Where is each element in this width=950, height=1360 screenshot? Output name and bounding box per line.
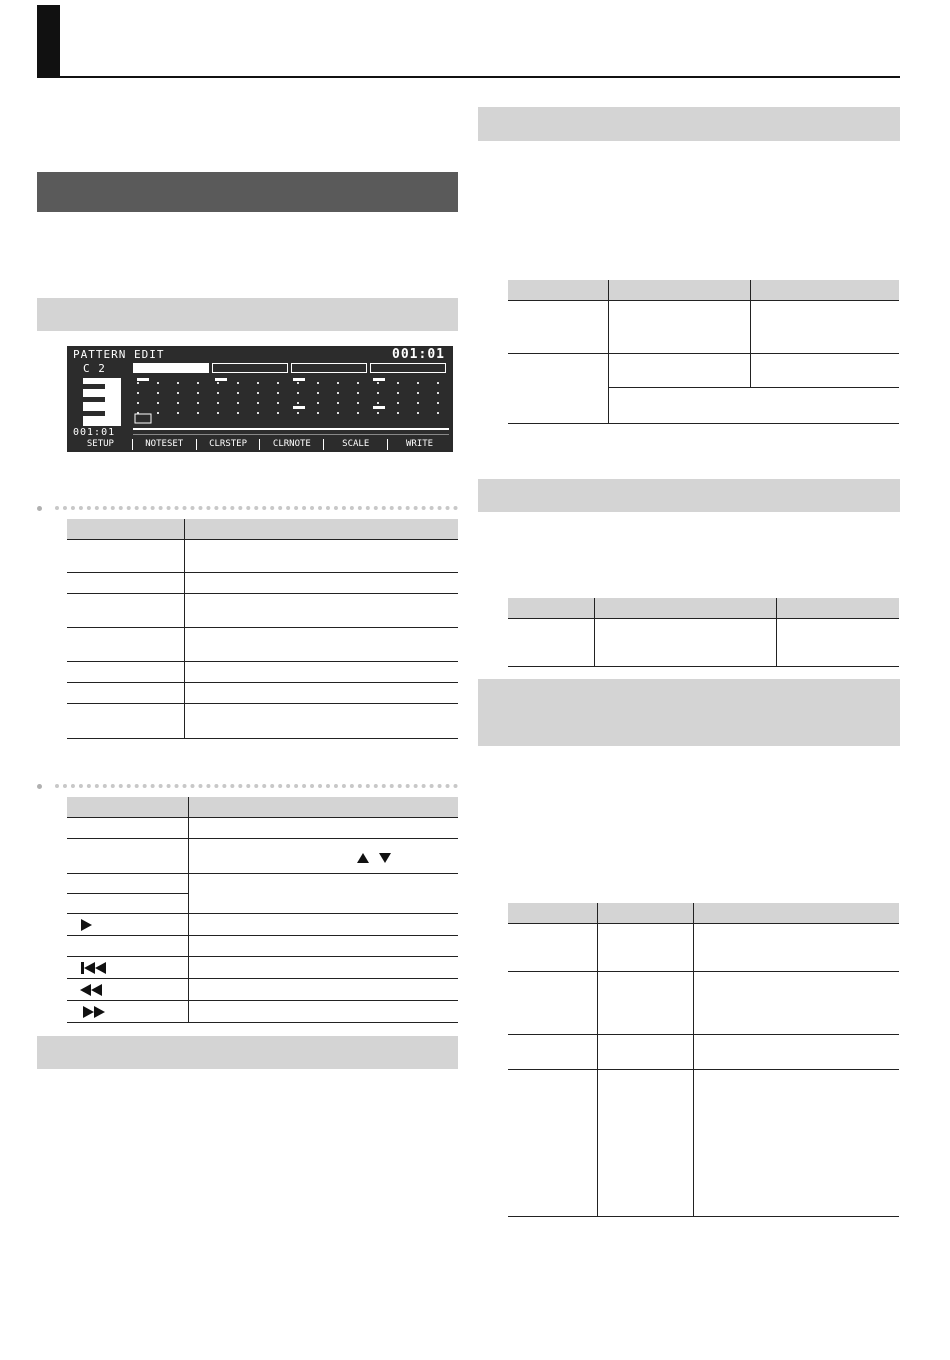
lcd-fkey-scale[interactable]: SCALE — [323, 439, 387, 450]
header-rule — [37, 76, 900, 78]
chapter-tab — [37, 5, 60, 78]
dotted-divider — [55, 506, 458, 510]
subsection-heading-bar — [478, 107, 900, 141]
table-row — [67, 572, 458, 593]
parameter-table-left-1 — [67, 519, 458, 739]
table-row — [508, 598, 899, 618]
lcd-fkey-clrnote[interactable]: CLRNOTE — [259, 439, 323, 450]
table-row — [67, 539, 458, 572]
parameter-table-right-2 — [508, 598, 899, 667]
table-row — [67, 935, 458, 956]
lcd-progress-line — [133, 428, 449, 430]
table-row — [67, 1000, 458, 1022]
table-row — [67, 593, 458, 627]
table-row — [67, 873, 458, 893]
table-row — [67, 838, 458, 873]
lcd-title: PATTERN EDIT — [73, 348, 165, 361]
table-row — [67, 661, 458, 682]
subsection-heading-bar — [37, 298, 458, 331]
lcd-note: C 2 — [83, 362, 106, 375]
table-row — [508, 353, 899, 387]
table-row — [508, 923, 899, 971]
table-row — [67, 627, 458, 661]
table-row — [67, 519, 458, 539]
rewind-icon — [80, 984, 91, 996]
table-row — [67, 913, 458, 935]
triangle-up-icon — [357, 853, 369, 863]
lcd-measure: 001:01 — [73, 427, 116, 438]
table-row — [508, 300, 899, 353]
dotted-divider — [55, 784, 458, 788]
play-icon — [81, 919, 92, 931]
lcd-step-header-2 — [212, 363, 288, 373]
table-row — [508, 903, 899, 923]
table-row — [67, 817, 458, 838]
triangle-down-icon — [379, 853, 391, 863]
operation-table-left-2 — [67, 797, 458, 1023]
table-row — [508, 1034, 899, 1069]
lcd-step-header-1 — [133, 363, 209, 373]
subsection-heading-bar — [37, 1036, 458, 1069]
subsection-heading-bar-tall — [478, 679, 900, 746]
table-row — [508, 280, 899, 300]
lcd-position: 001:01 — [392, 347, 445, 362]
lcd-piano-keys — [83, 378, 121, 426]
table-row — [67, 978, 458, 1000]
parameter-table-right-1 — [508, 280, 899, 424]
lcd-function-keys — [69, 439, 451, 450]
lcd-step-header-4 — [370, 363, 446, 373]
fast-forward-icon — [83, 1006, 94, 1018]
table-row — [67, 682, 458, 703]
lcd-progress-line-2 — [133, 434, 449, 435]
section-heading-bar — [37, 172, 458, 212]
subsection-heading-bar — [478, 479, 900, 512]
table-row — [67, 797, 458, 817]
parameter-table-right-3 — [508, 903, 899, 1217]
lcd-fkey-clrstep[interactable]: CLRSTEP — [196, 439, 260, 450]
lcd-screen — [67, 346, 453, 452]
table-row — [508, 1069, 899, 1216]
divider-bullet — [37, 506, 42, 511]
lcd-fkey-write[interactable]: WRITE — [387, 439, 451, 450]
lcd-step-header-3 — [291, 363, 367, 373]
table-row — [508, 971, 899, 1034]
divider-bullet — [37, 784, 42, 789]
lcd-fkey-noteset[interactable]: NOTESET — [132, 439, 196, 450]
lcd-fkey-setup[interactable]: SETUP — [86, 439, 114, 449]
table-row — [67, 956, 458, 978]
table-row — [67, 703, 458, 738]
table-row — [508, 618, 899, 666]
